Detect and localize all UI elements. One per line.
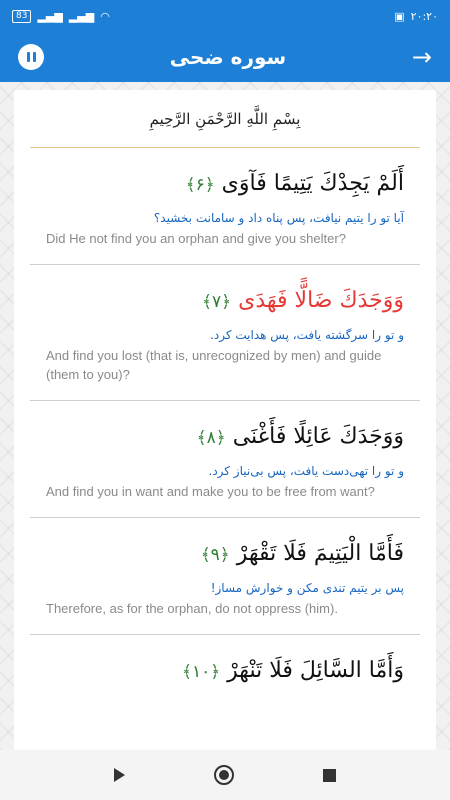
verse-number: ﴿۹﴾ — [200, 545, 230, 565]
verse-list[interactable] — [14, 90, 436, 750]
signal-icon: ▂▄▆ — [68, 9, 95, 23]
system-nav-bar — [0, 750, 450, 800]
page-title: سوره ضحی — [169, 45, 287, 69]
verse-number: ﴿۸﴾ — [196, 428, 226, 448]
nav-recent-icon[interactable] — [323, 769, 336, 782]
verse-number: ﴿۶﴾ — [185, 175, 215, 195]
verse-arabic-text: وَوَجَدَكَ ضَالًّا فَهَدَى — [238, 288, 404, 313]
wifi-icon: ◠ — [100, 9, 110, 23]
verse-arabic-text: أَلَمْ يَجِدْكَ يَتِيمًا فَآوَى — [221, 171, 404, 196]
verse-english: Therefore, as for the orphan, do not oppress (him). — [46, 601, 338, 616]
verse-arabic — [46, 162, 404, 207]
bismillah: بِسْمِ اللَّهِ الرَّحْمَنِ الرَّحِيمِ — [30, 90, 420, 148]
verse-persian: و تو را تهی‌دست یافت، پس بی‌نیاز کرد. — [208, 464, 404, 478]
verse-arabic — [46, 415, 404, 460]
verse-english: Did He not find you an orphan and give you shelter? — [46, 231, 346, 246]
back-arrow-icon[interactable]: → — [411, 43, 432, 71]
status-bar — [0, 0, 450, 32]
verse-item[interactable] — [30, 635, 420, 712]
clock: ۲۰:۲۰ — [410, 9, 438, 23]
verse-arabic-text: فَأَمَّا الْيَتِيمَ فَلَا تَقْهَرْ — [236, 541, 404, 566]
verse-item[interactable] — [30, 518, 420, 635]
verse-arabic-text: وَأَمَّا السَّائِلَ فَلَا تَنْهَرْ — [227, 658, 404, 683]
verse-number: ﴿۷﴾ — [202, 292, 232, 312]
verse-english — [46, 696, 404, 712]
status-left — [12, 10, 110, 23]
verse-item[interactable] — [30, 401, 420, 518]
verse-arabic-text: وَوَجَدَكَ عَائِلًا فَأَغْنَى — [232, 424, 404, 449]
status-right — [394, 10, 438, 23]
verse-english: And find you in want and make you to be free from want? — [46, 484, 375, 499]
signal-icon: ▂▄▆ — [37, 9, 63, 23]
nav-home-icon[interactable] — [214, 765, 234, 785]
verse-arabic — [46, 279, 404, 324]
verse-english: And find you lost (that is, unrecognized by men) and guide (them to you)? — [46, 348, 382, 382]
nav-back-icon[interactable] — [114, 768, 125, 782]
verse-persian: پس بر یتیم تندی مکن و خوارش مساز! — [210, 581, 404, 595]
pause-icon[interactable] — [18, 44, 44, 70]
verse-item[interactable] — [30, 265, 420, 401]
verse-persian: و تو را سرگشته یافت، پس هدایت کرد. — [210, 328, 404, 342]
app-bar — [0, 32, 450, 82]
battery-icon: 83 — [12, 10, 31, 23]
verse-item[interactable] — [30, 148, 420, 265]
calendar-icon: ▣ — [394, 9, 405, 23]
verse-number: ﴿۱۰﴾ — [181, 662, 221, 682]
verse-arabic — [46, 649, 404, 694]
verse-arabic — [46, 532, 404, 577]
verse-persian: آیا تو را یتیم نیافت، پس پناه داد و سامانت بخشید؟ — [153, 211, 404, 225]
